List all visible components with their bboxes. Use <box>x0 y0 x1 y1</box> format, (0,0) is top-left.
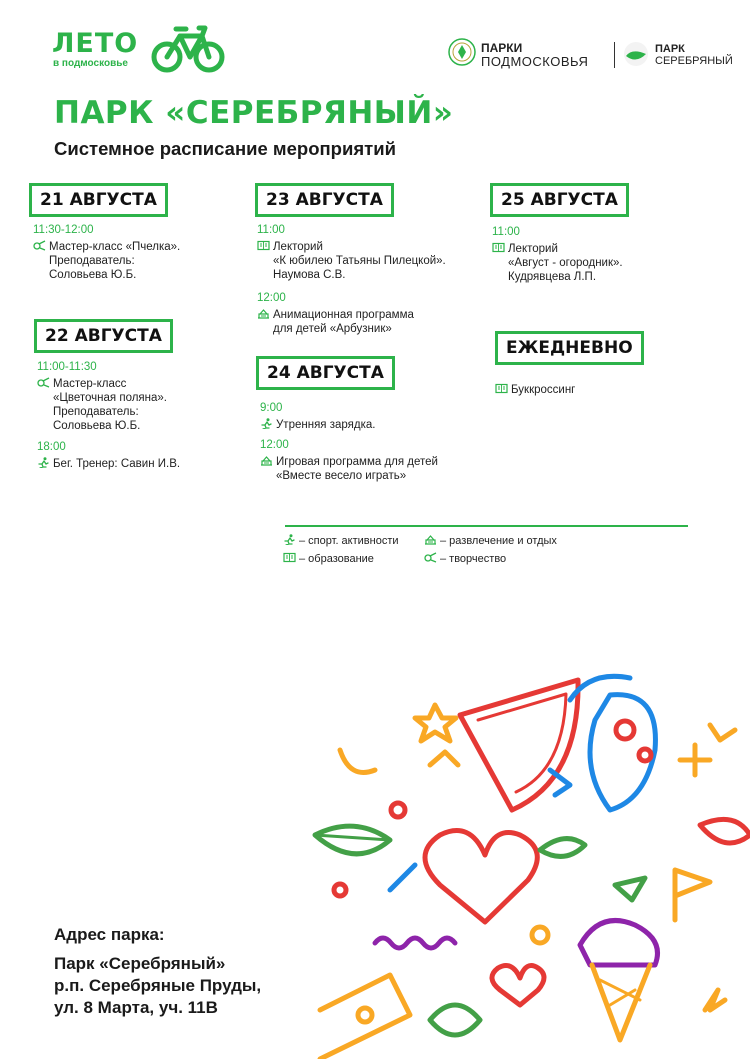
event-24-e1-line1: Утренняя зарядка. <box>276 419 376 431</box>
event-21-e1-line3: Соловьева Ю.Б. <box>49 269 137 281</box>
serebr-logo-line1: ПАРК <box>655 43 685 55</box>
event-24-e2-line1: Игровая программа для детей <box>276 456 438 468</box>
time-23-e2: 12:00 <box>257 292 286 304</box>
event-23-e1-line3: Наумова С.В. <box>273 269 346 281</box>
sport-icon <box>37 457 50 468</box>
legend-edu-label: – образование <box>299 553 374 565</box>
event-21-e1-line2: Преподаватель: <box>49 255 135 267</box>
flag-doodle <box>675 870 710 920</box>
event-23-e1-line2: «К юбилею Татьяны Пилецкой». <box>273 255 446 267</box>
address-heading: Адрес парка: <box>54 925 165 944</box>
time-24-e1: 9:00 <box>260 402 283 414</box>
event-23-e2-line2: для детей «Арбузник» <box>273 323 392 335</box>
serebr-logo-line2: СЕРЕБРЯНЫЙ <box>655 55 733 67</box>
date-daily: ЕЖЕДНЕВНО <box>495 331 644 365</box>
event-25-e1-line1: Лекторий <box>508 243 558 255</box>
legend-fun <box>424 534 557 547</box>
balloon-doodle <box>590 695 655 810</box>
address-line1: Парк «Серебряный» <box>54 954 226 973</box>
event-21-e1-line1: Мастер-класс «Пчелка». <box>49 241 181 253</box>
page-title: ПАРК «СЕРЕБРЯНЫЙ» <box>54 95 454 131</box>
event-22-e1-line2: «Цветочная поляна». <box>53 392 167 404</box>
event-25-e1-line3: Кудрявцева Л.П. <box>508 271 597 283</box>
event-22-e1 <box>37 377 167 433</box>
date-23-august: 23 АВГУСТА <box>255 183 394 217</box>
event-22-e1-line3: Преподаватель: <box>53 406 139 418</box>
craft-icon <box>37 377 50 388</box>
date-22-august: 22 АВГУСТА <box>34 319 173 353</box>
event-24-e1 <box>260 418 375 432</box>
sport-icon <box>283 534 296 545</box>
education-icon <box>257 240 270 251</box>
legend-fun-label: – развлечение и отдых <box>440 535 557 547</box>
date-25-august: 25 АВГУСТА <box>490 183 629 217</box>
event-23-e2 <box>257 308 414 336</box>
craft-icon <box>424 552 437 563</box>
event-22-e1-line4: Соловьева Ю.Б. <box>53 420 141 432</box>
serebr-emblem-icon <box>622 40 650 68</box>
sport-icon <box>260 418 273 429</box>
legend-divider <box>285 525 688 527</box>
star-doodle <box>415 705 456 741</box>
serebr-park-logo <box>622 40 733 73</box>
address-line3: ул. 8 Марта, уч. 11В <box>54 998 218 1017</box>
time-23-e1: 11:00 <box>257 224 285 236</box>
time-22-e2: 18:00 <box>37 441 66 453</box>
event-25-e1-line2: «Август - огородник». <box>508 257 623 269</box>
leto-logo-subtitle: в подмосковье <box>53 58 128 69</box>
event-25-e1 <box>492 242 623 284</box>
time-25-e1: 11:00 <box>492 226 520 238</box>
legend-sport <box>283 534 399 547</box>
entertainment-icon <box>257 308 270 319</box>
squiggle-doodle <box>375 938 455 948</box>
bicycle-icon <box>150 24 226 76</box>
parks-podmoskovya-logo <box>448 38 589 71</box>
entertainment-icon <box>424 534 437 545</box>
logo-divider <box>614 42 615 68</box>
event-23-e1-line1: Лекторий <box>273 241 323 253</box>
event-23-e1 <box>257 240 446 282</box>
time-22-e1: 11:00-11:30 <box>37 361 97 373</box>
event-22-e1-line1: Мастер-класс <box>53 378 127 390</box>
address-block <box>54 953 261 1019</box>
heart-doodle <box>425 831 537 923</box>
event-daily-e1 <box>495 383 575 397</box>
legend-craft <box>424 552 506 565</box>
time-24-e2: 12:00 <box>260 439 289 451</box>
craft-icon <box>33 240 46 251</box>
leto-logo-title: ЛЕТО <box>52 28 139 59</box>
parks-emblem-icon <box>448 38 476 66</box>
date-21-august: 21 АВГУСТА <box>29 183 168 217</box>
page-subtitle: Системное расписание мероприятий <box>54 138 396 159</box>
legend-craft-label: – творчество <box>440 553 507 565</box>
event-21-e1 <box>33 240 180 282</box>
event-24-e2 <box>260 455 438 483</box>
time-21-e1: 11:30-12:00 <box>33 224 94 236</box>
icecream-doodle <box>580 921 658 966</box>
parks-logo-line1: ПАРКИ <box>481 41 523 55</box>
event-22-e2 <box>37 457 180 471</box>
cheese-doodle <box>320 975 410 1059</box>
parks-logo-line2: ПОДМОСКОВЬЯ <box>481 54 589 69</box>
entertainment-icon <box>260 455 273 466</box>
education-icon <box>492 242 505 253</box>
leto-logo <box>52 30 138 69</box>
event-22-e2-line1: Бег. Тренер: Савин И.В. <box>53 458 181 470</box>
legend-sport-label: – спорт. активности <box>299 535 399 547</box>
summer-doodles-illustration <box>280 660 750 1059</box>
education-icon <box>495 383 508 394</box>
event-24-e2-line2: «Вместе весело играть» <box>276 470 407 482</box>
event-23-e2-line1: Анимационная программа <box>273 309 414 321</box>
legend-edu <box>283 552 374 565</box>
date-24-august: 24 АВГУСТА <box>256 356 395 390</box>
address-line2: р.п. Серебряные Пруды, <box>54 976 262 995</box>
event-daily-e1-line1: Буккроссинг <box>511 384 576 396</box>
education-icon <box>283 552 296 563</box>
